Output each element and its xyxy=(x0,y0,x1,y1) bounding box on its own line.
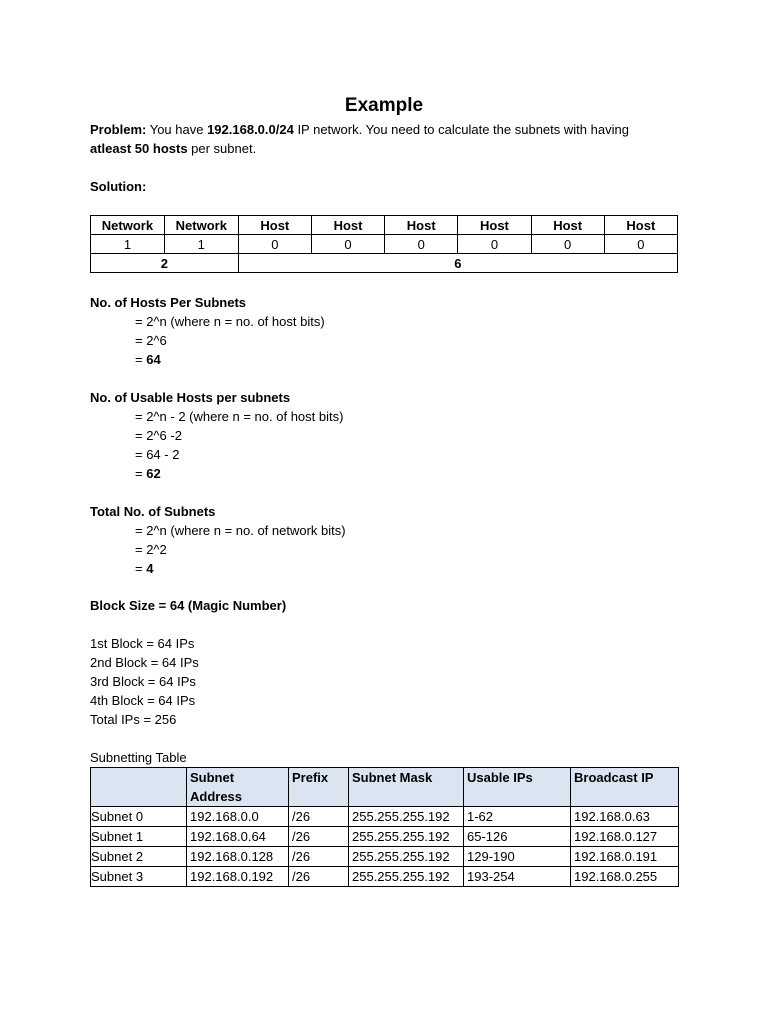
total-subnets-heading: Total No. of Subnets xyxy=(90,504,216,519)
subnet-name: Subnet 1 xyxy=(91,827,187,847)
bit-header: Host xyxy=(385,216,458,235)
calc-step: = 2^n (where n = no. of host bits) xyxy=(135,314,325,329)
subnet-address: 192.168.0.128 xyxy=(187,847,289,867)
bit-value: 0 xyxy=(458,235,531,254)
problem-text-1: You have xyxy=(146,122,208,137)
subnet-address: 192.168.0.0 xyxy=(187,807,289,827)
col-header: Subnet Mask xyxy=(349,768,464,807)
subnet-name: Subnet 0 xyxy=(91,807,187,827)
usable-ips: 129-190 xyxy=(464,847,571,867)
col-header: Usable IPs xyxy=(464,768,571,807)
bit-value: 0 xyxy=(531,235,604,254)
block-line: 1st Block = 64 IPs xyxy=(90,636,195,651)
bit-table xyxy=(90,215,678,273)
block-size: Block Size = 64 (Magic Number) xyxy=(90,598,287,613)
total-ips: Total IPs = 256 xyxy=(90,712,177,727)
subnet-prefix: /26 xyxy=(289,847,349,867)
problem-label: Problem: xyxy=(90,122,147,137)
subnet-address: 192.168.0.192 xyxy=(187,867,289,887)
bit-header: Network xyxy=(164,216,238,235)
usable-hosts-heading: No. of Usable Hosts per subnets xyxy=(90,390,291,405)
subnet-table-caption: Subnetting Table xyxy=(90,750,187,765)
table-row xyxy=(91,847,679,867)
page-title: Example xyxy=(344,95,424,116)
hosts-per-subnet-heading: No. of Hosts Per Subnets xyxy=(90,295,247,310)
usable-ips: 193-254 xyxy=(464,867,571,887)
broadcast-ip: 192.168.0.255 xyxy=(571,867,679,887)
subnet-name: Subnet 3 xyxy=(91,867,187,887)
table-row xyxy=(91,867,679,887)
calc-step: = 2^n - 2 (where n = no. of host bits) xyxy=(135,409,344,424)
bit-header: Host xyxy=(311,216,384,235)
col-header: Subnet Address xyxy=(187,768,289,807)
host-bit-count: 6 xyxy=(238,254,677,273)
subnet-mask: 255.255.255.192 xyxy=(349,847,464,867)
block-line: 2nd Block = 64 IPs xyxy=(90,655,199,670)
subnet-address: 192.168.0.64 xyxy=(187,827,289,847)
broadcast-ip: 192.168.0.63 xyxy=(571,807,679,827)
calc-step: = 64 - 2 xyxy=(135,447,180,462)
bit-value: 0 xyxy=(311,235,384,254)
solution-label: Solution: xyxy=(90,179,147,194)
subnet-name: Subnet 2 xyxy=(91,847,187,867)
bit-header: Network xyxy=(91,216,165,235)
bit-table-header-row xyxy=(91,216,678,235)
calc-step: = 2^6 -2 xyxy=(135,428,182,443)
col-header xyxy=(91,768,187,807)
broadcast-ip: 192.168.0.191 xyxy=(571,847,679,867)
bit-header: Host xyxy=(604,216,677,235)
problem-line-2 xyxy=(90,139,256,158)
subnet-prefix: /26 xyxy=(289,867,349,887)
table-row xyxy=(91,827,679,847)
calc-step: = 2^2 xyxy=(135,542,167,557)
subnet-table-header-row xyxy=(91,768,679,807)
bit-table-values-row xyxy=(91,235,678,254)
usable-ips: 65-126 xyxy=(464,827,571,847)
network-bit-count: 2 xyxy=(91,254,239,273)
block-line: 4th Block = 64 IPs xyxy=(90,693,196,708)
block-line: 3rd Block = 64 IPs xyxy=(90,674,196,689)
broadcast-ip: 192.168.0.127 xyxy=(571,827,679,847)
table-row xyxy=(91,807,679,827)
calc-step: = 2^n (where n = no. of network bits) xyxy=(135,523,346,538)
usable-ips: 1-62 xyxy=(464,807,571,827)
calc-result: = 4 xyxy=(135,561,154,576)
bit-table-count-row xyxy=(91,254,678,273)
bit-header: Host xyxy=(458,216,531,235)
subnet-prefix: /26 xyxy=(289,807,349,827)
subnet-mask: 255.255.255.192 xyxy=(349,827,464,847)
calc-result: = 64 xyxy=(135,352,161,367)
calc-step: = 2^6 xyxy=(135,333,167,348)
bit-value: 1 xyxy=(91,235,165,254)
problem-network: 192.168.0.0/24 xyxy=(207,122,294,137)
bit-value: 1 xyxy=(164,235,238,254)
subnet-mask: 255.255.255.192 xyxy=(349,867,464,887)
bit-value: 0 xyxy=(385,235,458,254)
col-header: Broadcast IP xyxy=(571,768,679,807)
calc-result: = 62 xyxy=(135,466,161,481)
subnet-prefix: /26 xyxy=(289,827,349,847)
subnet-mask: 255.255.255.192 xyxy=(349,807,464,827)
problem-text-2: IP network. You need to calculate the subnets with having xyxy=(293,122,629,137)
bit-header: Host xyxy=(531,216,604,235)
problem-hosts: atleast 50 hosts xyxy=(90,141,188,156)
subnetting-table xyxy=(90,767,679,887)
problem-text-3: per subnet. xyxy=(187,141,257,156)
problem-line-1 xyxy=(90,120,629,139)
col-header: Prefix xyxy=(289,768,349,807)
bit-header: Host xyxy=(238,216,311,235)
bit-value: 0 xyxy=(604,235,677,254)
bit-value: 0 xyxy=(238,235,311,254)
